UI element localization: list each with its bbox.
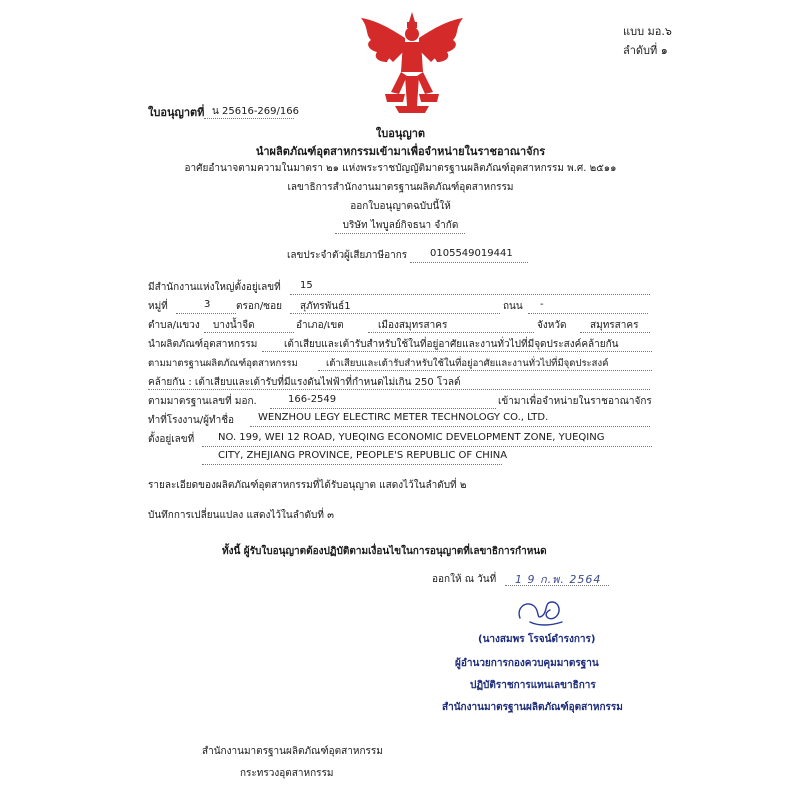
- license-no-label: ใบอนุญาตที่: [148, 106, 205, 119]
- office-dots: [290, 294, 650, 295]
- condition-note: [222, 544, 547, 559]
- details-note: รายละเอียดของผลิตภัณฑ์อุตสาหกรรมที่ได้รับอนุญาต แสดงไว้ในลำดับที่ ๒: [148, 480, 467, 491]
- signatory-acting: ปฏิบัติราชการแทนเลขาธิการ: [470, 680, 596, 691]
- tis-dots: [270, 408, 496, 409]
- authority-line: อาศัยอำนาจตามความในมาตรา ๒๑ แห่งพระราชบัญญัติมาตรฐานผลิตภัณฑ์อุตสาหกรรม พ.ศ. ๒๕๑๑: [184, 163, 617, 174]
- road-dots: [528, 313, 648, 314]
- mfr-address-dots2: [202, 464, 502, 465]
- license-no-value: น 25616-269/166: [212, 106, 299, 117]
- signatory-title: ผู้อำนวยการกองควบคุมมาตรฐาน: [455, 658, 599, 669]
- manufacturer-label: ทำที่โรงงาน/ผู้ทำชื่อ: [148, 415, 234, 426]
- condition-bold: ทั้งนี้: [222, 546, 241, 557]
- form-code: แบบ มอ.๖: [623, 25, 672, 38]
- doc-subtitle: นำผลิตภัณฑ์อุตสาหกรรมเข้ามาเพื่อจำหน่ายในราชอาณาจักร: [255, 145, 546, 158]
- signatory-name: (นางสมพร โรจน์ดำรงการ): [478, 634, 596, 645]
- tax-id-label: เลขประจำตัวผู้เสียภาษีอากร: [287, 250, 408, 261]
- mfr-address-line1: NO. 199, WEI 12 ROAD, YUEQING ECONOMIC DEVELOPMENT ZONE, YUEQING: [218, 432, 605, 443]
- soi-label: ตรอก/ซอย: [236, 301, 282, 312]
- mfr-address-label: ตั้งอยู่เลขที่: [148, 434, 195, 445]
- company-dots: [335, 233, 465, 234]
- garuda-emblem: [355, 10, 470, 115]
- moo-dots: [176, 313, 236, 314]
- issue-line: ออกใบอนุญาตฉบับนี้ให้: [350, 201, 451, 212]
- standard-dots: [318, 370, 652, 371]
- road-label: ถนน: [503, 301, 523, 312]
- issued-dots: [505, 585, 609, 586]
- district-dots: [368, 332, 534, 333]
- standard-value: เต้าเสียบและเต้ารับสำหรับใช้ในที่อยู่อาศัยและงานทั่วไปที่มีจุดประสงค์: [326, 358, 609, 369]
- province-dots: [580, 332, 650, 333]
- subdistrict-dots: [204, 332, 294, 333]
- form-sequence: ลำดับที่ ๑: [623, 44, 668, 57]
- district-label: อำเภอ/เขต: [296, 320, 344, 331]
- moo-value: 3: [204, 299, 211, 310]
- standard-cont-dots: [148, 389, 650, 390]
- issued-label: ออกให้ ณ วันที่: [432, 574, 497, 585]
- soi-value: สุภัทรพันธ์1: [300, 301, 351, 312]
- subdistrict-label: ตำบล/แขวง: [148, 320, 200, 331]
- office-label: มีสำนักงานแห่งใหญ่ตั้งอยู่เลขที่: [148, 282, 281, 293]
- tis-value: 166-2549: [288, 394, 337, 405]
- doc-title: ใบอนุญาต: [375, 127, 426, 140]
- issuer-line: เลขาธิการสำนักงานมาตรฐานผลิตภัณฑ์อุตสาหกรรม: [287, 182, 514, 193]
- condition-text: ผู้รับใบอนุญาตต้องปฏิบัติตามเงื่อนไขในการอนุญาตที่เลขาธิการกำหนด: [243, 546, 547, 557]
- moo-label: หมู่ที่: [148, 301, 168, 312]
- license-no-dots: [204, 118, 294, 119]
- footer-ministry: กระทรวงอุตสาหกรรม: [240, 768, 334, 779]
- product-dots: [262, 351, 652, 352]
- signature: [512, 596, 572, 630]
- manufacturer-name: WENZHOU LEGY ELECTIRC METER TECHNOLOGY CO., LTD.: [258, 412, 549, 423]
- province-label: จังหวัด: [537, 320, 567, 331]
- office-no: 15: [300, 280, 313, 291]
- changes-note: บันทึกการเปลี่ยนแปลง แสดงไว้ในลำดับที่ ๓: [148, 510, 334, 521]
- mfr-address-line2: CITY, ZHEJIANG PROVINCE, PEOPLE'S REPUBLIC OF CHINA: [218, 450, 508, 461]
- product-value: เต้าเสียบและเต้ารับสำหรับใช้ในที่อยู่อาศัยและงานทั่วไปที่มีจุดประสงค์คล้ายกัน: [284, 339, 619, 350]
- issued-date: 1 9 ก.พ. 2564: [515, 573, 602, 586]
- province-value: สมุทรสาคร: [590, 320, 639, 331]
- manufacturer-dots: [250, 426, 650, 427]
- soi-dots: [290, 313, 500, 314]
- mfr-address-dots1: [202, 446, 652, 447]
- standard-label: ตามมาตรฐานผลิตภัณฑ์อุตสาหกรรม: [148, 358, 298, 369]
- tis-label: ตามมาตรฐานเลขที่ มอก.: [148, 396, 257, 407]
- product-label: นำผลิตภัณฑ์อุตสาหกรรม: [148, 339, 258, 350]
- footer-office: สำนักงานมาตรฐานผลิตภัณฑ์อุตสาหกรรม: [202, 746, 383, 757]
- road-value: -: [540, 299, 544, 310]
- signatory-office: สำนักงานมาตรฐานผลิตภัณฑ์อุตสาหกรรม: [442, 702, 623, 713]
- district-value: เมืองสมุทรสาคร: [378, 320, 448, 331]
- standard-cont: คล้ายกัน : เต้าเสียบและเต้ารับที่มีแรงดันไฟฟ้าที่กำหนดไม่เกิน 250 โวลต์: [148, 377, 461, 388]
- subdistrict-value: บางน้ำจืด: [213, 320, 255, 331]
- tax-id-value: 0105549019441: [430, 248, 513, 259]
- tis-suffix: เข้ามาเพื่อจำหน่ายในราชอาณาจักร: [498, 396, 652, 407]
- tax-id-dots: [410, 262, 528, 263]
- licensee-company: บริษัท ไพบูลย์กิจธนา จำกัด: [342, 220, 459, 231]
